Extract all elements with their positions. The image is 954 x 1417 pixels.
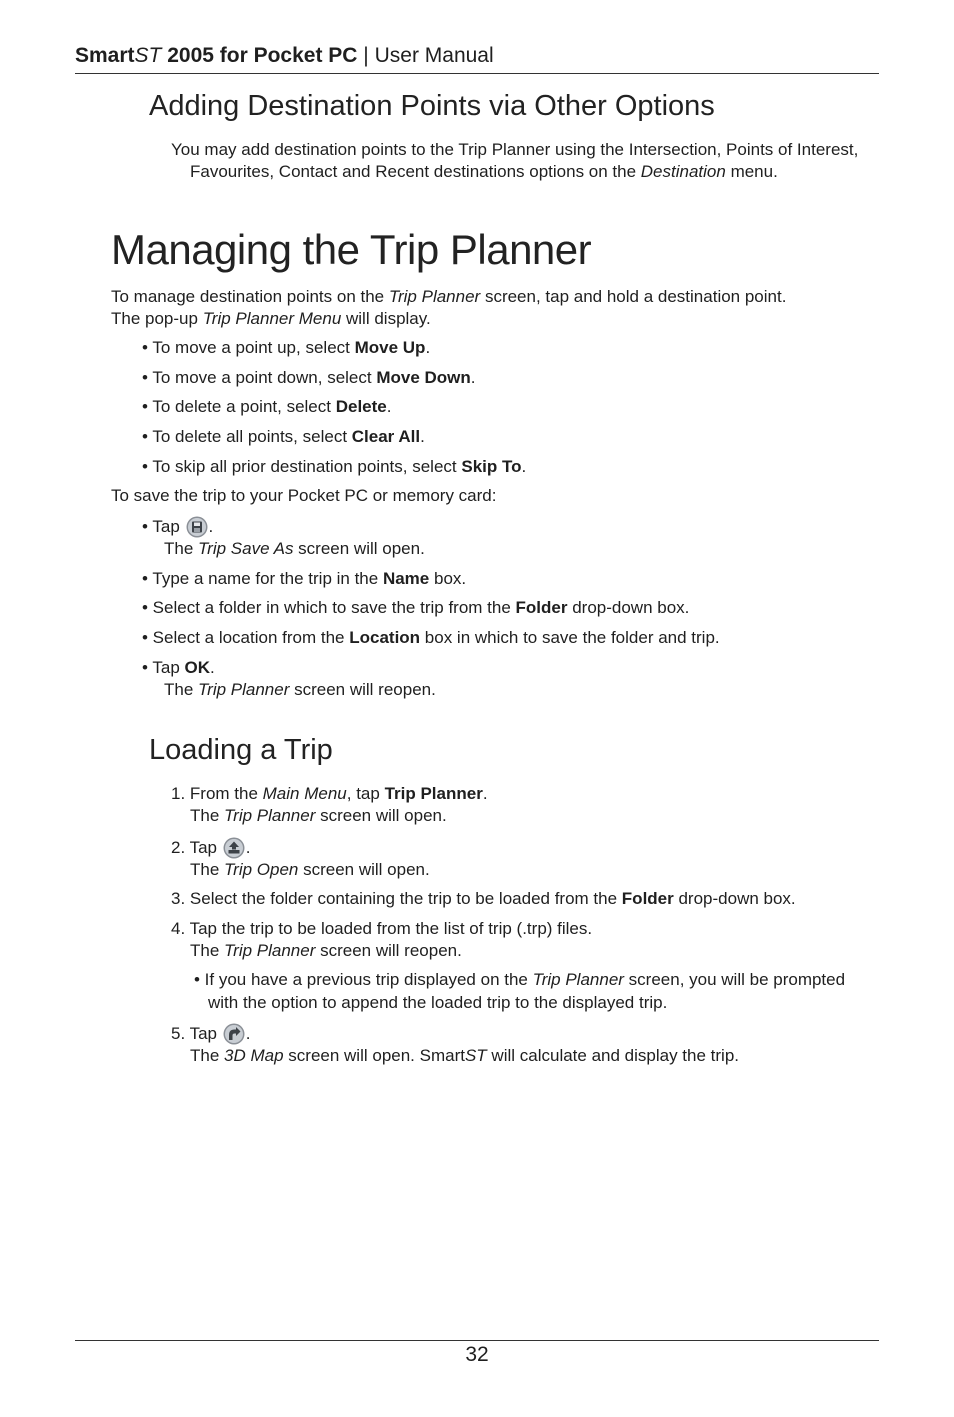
managing-intro-line2: The pop-up Trip Planner Menu will display. [111, 309, 431, 328]
load-step-5-result: The 3D Map screen will open. SmartST will calculate and display the trip. [190, 1046, 739, 1065]
save-step-folder: • Select a folder in which to save the trip from the Folder drop-down box. [142, 598, 690, 617]
load-step-1: 1. From the Main Menu, tap Trip Planner. [171, 784, 488, 803]
bullet-move-up: • To move a point up, select Move Up. [142, 338, 431, 357]
bullet-clear-all: • To delete all points, select Clear All. [142, 427, 425, 446]
save-step-tap: • Tap . [142, 517, 214, 536]
brand-st: ST [134, 44, 162, 67]
adding-paragraph-line1: You may add destination points to the Trip Planner using the Intersection, Points of Interest, [171, 140, 859, 159]
save-intro: To save the trip to your Pocket PC or memory card: [111, 486, 497, 505]
load-step-2: 2. Tap . [171, 838, 251, 857]
heading-loading-trip: Loading a Trip [149, 734, 333, 766]
load-step-2-result: The Trip Open screen will open. [190, 860, 430, 879]
page-number: 32 [465, 1343, 489, 1366]
open-trip-icon[interactable] [223, 837, 245, 859]
save-step-ok: • Tap OK. [142, 658, 215, 677]
save-step-name: • Type a name for the trip in the Name box. [142, 569, 467, 588]
managing-intro-line1: To manage destination points on the Trip Planner screen, tap and hold a destination point. [111, 287, 787, 306]
load-step-4: 4. Tap the trip to be loaded from the list of trip (.trp) files. [171, 919, 593, 938]
header-manual: User Manual [368, 44, 494, 67]
bullet-delete: • To delete a point, select Delete. [142, 397, 392, 416]
footer-rule [75, 1340, 879, 1341]
save-step-tap-result: The Trip Save As screen will open. [164, 539, 425, 558]
save-step-ok-result: The Trip Planner screen will reopen. [164, 680, 436, 699]
bullet-skip-to: • To skip all prior destination points, select Skip To. [142, 457, 527, 476]
brand-smart: Smart [75, 44, 135, 67]
load-step-4-note-line2: with the option to append the loaded trip to the displayed trip. [208, 993, 668, 1012]
adding-paragraph-line2: Favourites, Contact and Recent destinations options on the Destination menu. [190, 162, 778, 181]
load-step-5: 5. Tap . [171, 1024, 251, 1043]
save-step-location: • Select a location from the Location box in which to save the folder and trip. [142, 628, 720, 647]
header-separator: | [363, 44, 369, 67]
load-step-4-result: The Trip Planner screen will reopen. [190, 941, 462, 960]
header-rule [75, 73, 879, 74]
save-disk-icon[interactable] [186, 516, 208, 538]
heading-adding-destination: Adding Destination Points via Other Options [149, 90, 715, 122]
running-header [75, 44, 494, 68]
product-name: 2005 for Pocket PC [161, 44, 364, 67]
go-arrow-icon[interactable] [223, 1023, 245, 1045]
load-step-4-note-line1: • If you have a previous trip displayed on the Trip Planner screen, you will be prompted [194, 970, 846, 989]
load-step-1-result: The Trip Planner screen will open. [190, 806, 447, 825]
bullet-move-down: • To move a point down, select Move Down. [142, 368, 476, 387]
heading-managing-trip-planner: Managing the Trip Planner [111, 226, 592, 273]
load-step-3: 3. Select the folder containing the trip to be loaded from the Folder drop-down box. [171, 889, 796, 908]
